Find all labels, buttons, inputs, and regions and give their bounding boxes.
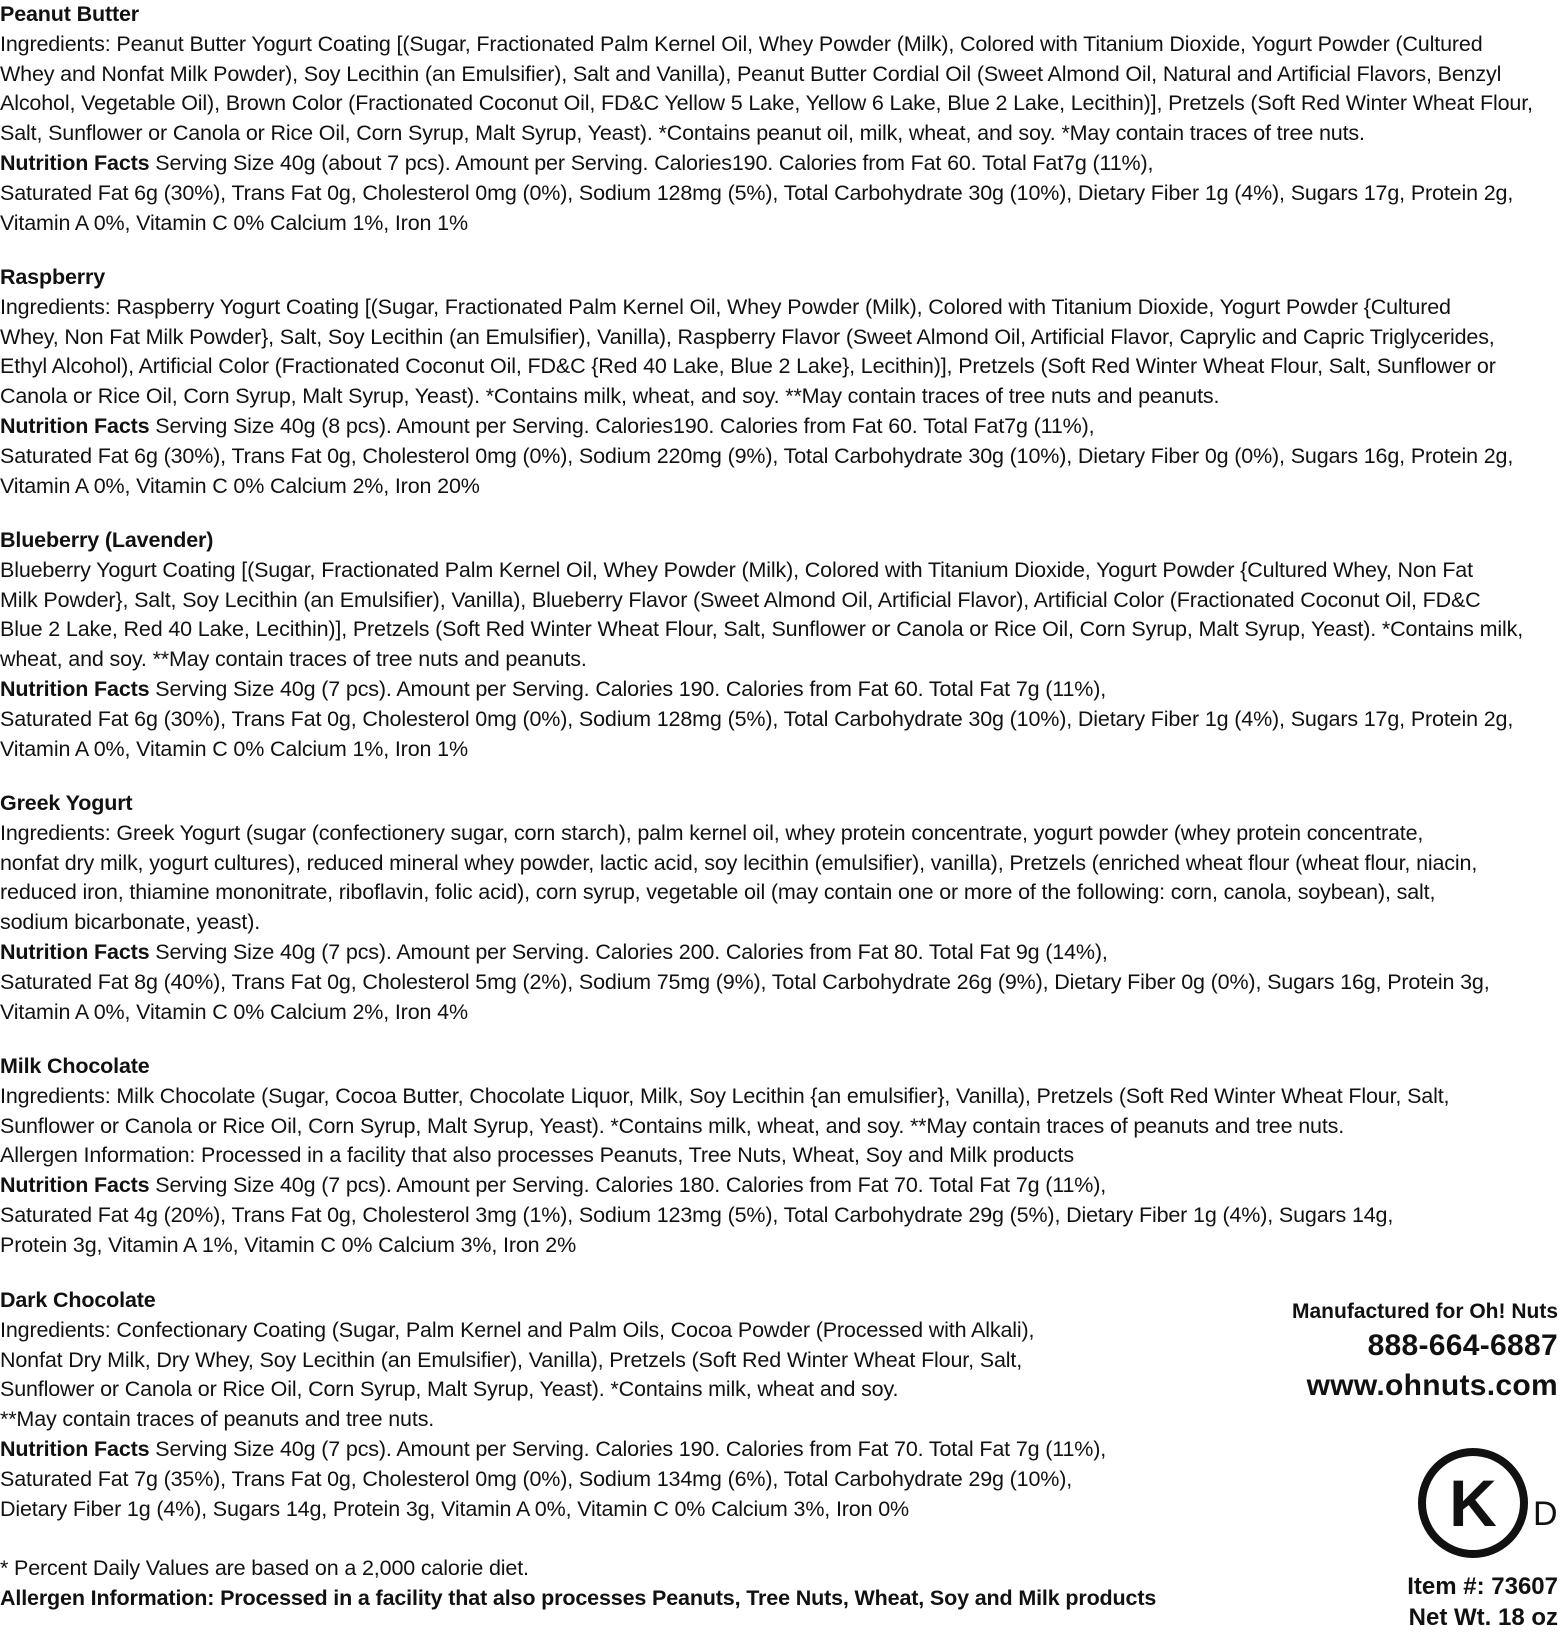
- item-number: Item #: 73607: [1407, 1573, 1558, 1600]
- nutrition-facts-text: Serving Size 40g (7 pcs). Amount per Serving. Calories 180. Calories from Fat 70. Total Fat 7g (11%),: [149, 1173, 1107, 1198]
- nutrition-facts-text: Serving Size 40g (8 pcs). Amount per Serving. Calories190. Calories from Fat 60. Total Fat7g (11%),: [149, 413, 1095, 438]
- nutrition-facts-text: Serving Size 40g (7 pcs). Amount per Serving. Calories 190. Calories from Fat 70. Total Fat 7g (11%),: [149, 1436, 1107, 1461]
- flavor-section-greek-yogurt: [0, 789, 1540, 1027]
- manufacturer-block: [1138, 1298, 1558, 1406]
- flavor-section-blueberry: [0, 526, 1540, 764]
- nutrition-facts-line: [0, 149, 1540, 179]
- nutrition-line: Vitamin A 0%, Vitamin C 0% Calcium 1%, Iron 1%: [0, 210, 468, 235]
- daily-values-note: * Percent Daily Values are based on a 2,000 calorie diet.: [0, 1556, 529, 1580]
- nutrition-facts-label: Nutrition Facts: [0, 1173, 150, 1198]
- flavor-heading: Peanut Butter: [0, 2, 140, 26]
- ingredients-line: Salt, Sunflower or Canola or Rice Oil, Corn Syrup, Malt Syrup, Yeast). *Contains peanut oil, milk, wheat, and soy. *May contain traces of tree nuts.: [0, 121, 1365, 146]
- ingredients-line: Ingredients: Peanut Butter Yogurt Coating [(Sugar, Fractionated Palm Kernel Oil, Whey Powder (Milk), Colored with Titanium Dioxide, Yogurt Powder (Cultured: [0, 31, 1483, 56]
- footer-notes: [0, 1554, 1156, 1614]
- flavor-heading: Greek Yogurt: [0, 791, 133, 815]
- ingredients-line: wheat, and soy. **May contain traces of tree nuts and peanuts.: [0, 647, 587, 672]
- manufacturer-website: www.ohnuts.com: [1306, 1369, 1558, 1402]
- nutrition-facts-line: [0, 1171, 1540, 1201]
- flavor-section-milk-chocolate: [0, 1052, 1540, 1261]
- nutrition-facts-label: Nutrition Facts: [0, 413, 150, 438]
- ingredients-line: reduced iron, thiamine mononitrate, riboflavin, folic acid), corn syrup, vegetable oil (may contain one or more of the following: corn, canola, soybean), salt,: [0, 880, 1436, 905]
- ingredients-line: Nonfat Dry Milk, Dry Whey, Soy Lecithin (an Emulsifier), Vanilla), Pretzels (Soft Red Winter Wheat Flour, Salt,: [0, 1347, 1023, 1372]
- ingredients-line: Ingredients: Confectionary Coating (Sugar, Palm Kernel and Palm Oils, Cocoa Powder (Processed with Alkali),: [0, 1317, 1035, 1342]
- ingredients-line: Whey, Non Fat Milk Powder}, Salt, Soy Lecithin (an Emulsifier), Vanilla), Raspberry Flavor (Sweet Almond Oil, Artificial Flavor, Caprylic and Capric Triglycerides,: [0, 324, 1495, 349]
- nutrition-facts-line: [0, 938, 1540, 968]
- nutrition-facts-label: Nutrition Facts: [0, 676, 150, 701]
- ingredients-line: Milk Powder}, Salt, Soy Lecithin (an Emulsifier), Vanilla), Blueberry Flavor (Sweet Almond Oil, Artificial Flavor), Artificial Color (Fractionated Coconut Oil, FD&C: [0, 587, 1481, 612]
- nutrition-line: Saturated Fat 8g (40%), Trans Fat 0g, Cholesterol 5mg (2%), Sodium 75mg (9%), Total Carbohydrate 26g (9%), Dietary Fiber 0g (0%), Sugars 16g, Protein 3g,: [0, 969, 1490, 994]
- nutrition-facts-text: Serving Size 40g (about 7 pcs). Amount per Serving. Calories190. Calories from Fat 60. Total Fat7g (11%),: [149, 150, 1154, 175]
- allergen-information: Allergen Information: Processed in a facility that also processes Peanuts, Tree Nuts, Wheat, Soy and Milk products: [0, 1585, 1157, 1610]
- ingredients-line: Ingredients: Greek Yogurt (sugar (confectionery sugar, corn starch), palm kernel oil, whey protein concentrate, yogurt powder (whey protein concentrate,: [0, 820, 1424, 845]
- ingredients-line: Ingredients: Milk Chocolate (Sugar, Cocoa Butter, Chocolate Liquor, Milk, Soy Lecithin {an emulsifier}, Vanilla), Pretzels (Soft Red Winter Wheat Flour, Salt,: [0, 1083, 1450, 1108]
- nutrition-line: Saturated Fat 6g (30%), Trans Fat 0g, Cholesterol 0mg (0%), Sodium 128mg (5%), Total Carbohydrate 30g (10%), Dietary Fiber 1g (4%), Sugars 17g, Protein 2g,: [0, 180, 1514, 205]
- ingredients-line: Blue 2 Lake, Red 40 Lake, Lecithin)], Pretzels (Soft Red Winter Wheat Flour, Salt, Sunflower or Canola or Rice Oil, Corn Syrup, Malt Syrup, Yeast). *Contains milk,: [0, 617, 1524, 642]
- kosher-dairy-icon: [1416, 1443, 1566, 1563]
- nutrition-facts-label: Nutrition Facts: [0, 939, 150, 964]
- nutrition-facts-label: Nutrition Facts: [0, 150, 150, 175]
- manufacturer-phone: 888-664-6887: [1367, 1329, 1558, 1362]
- ingredients-line: Whey and Nonfat Milk Powder), Soy Lecithin (an Emulsifier), Salt and Vanilla), Peanut Butter Cordial Oil (Sweet Almond Oil, Natural and Artificial Flavors, Benzyl: [0, 61, 1502, 86]
- nutrition-line: Saturated Fat 6g (30%), Trans Fat 0g, Cholesterol 0mg (0%), Sodium 220mg (9%), Total Carbohydrate 30g (10%), Dietary Fiber 0g (0%), Sugars 16g, Protein 2g,: [0, 443, 1514, 468]
- kosher-letter: K: [1449, 1466, 1497, 1540]
- net-weight: Net Wt. 18 oz: [1408, 1604, 1558, 1631]
- flavor-heading: Dark Chocolate: [0, 1288, 156, 1312]
- ingredients-line: Ethyl Alcohol), Artificial Color (Fractionated Coconut Oil, FD&C {Red 40 Lake, Blue 2 Lake}, Lecithin)], Pretzels (Soft Red Winter Wheat Flour, Salt, Sunflower or: [0, 354, 1496, 379]
- ingredients-line: Blueberry Yogurt Coating [(Sugar, Fractionated Palm Kernel Oil, Whey Powder (Milk), Colored with Titanium Dioxide, Yogurt Powder {Cultured Whey, Non Fat: [0, 557, 1473, 582]
- nutrition-line: Vitamin A 0%, Vitamin C 0% Calcium 2%, Iron 4%: [0, 999, 468, 1024]
- flavor-heading: Milk Chocolate: [0, 1054, 150, 1078]
- ingredients-line: sodium bicarbonate, yeast).: [0, 910, 261, 935]
- ingredients-line: Allergen Information: Processed in a facility that also processes Peanuts, Tree Nuts, Wheat, Soy and Milk products: [0, 1143, 1074, 1168]
- nutrition-facts-line: [0, 1435, 1540, 1465]
- nutrition-line: Saturated Fat 6g (30%), Trans Fat 0g, Cholesterol 0mg (0%), Sodium 128mg (5%), Total Carbohydrate 30g (10%), Dietary Fiber 1g (4%), Sugars 17g, Protein 2g,: [0, 706, 1514, 731]
- flavor-heading: Raspberry: [0, 265, 106, 289]
- ingredients-line: Canola or Rice Oil, Corn Syrup, Malt Syrup, Yeast). *Contains milk, wheat, and soy. **May contain traces of tree nuts and peanuts.: [0, 384, 1220, 409]
- flavor-section-raspberry: [0, 263, 1540, 501]
- flavor-heading: Blueberry (Lavender): [0, 528, 214, 552]
- manufacturer-line: Manufactured for Oh! Nuts: [1292, 1300, 1558, 1323]
- nutrition-line: Protein 3g, Vitamin A 1%, Vitamin C 0% Calcium 3%, Iron 2%: [0, 1232, 577, 1257]
- nutrition-facts-text: Serving Size 40g (7 pcs). Amount per Serving. Calories 200. Calories from Fat 80. Total Fat 9g (14%),: [149, 939, 1108, 964]
- ingredients-line: **May contain traces of peanuts and tree nuts.: [0, 1407, 435, 1432]
- nutrition-facts-label: Nutrition Facts: [0, 1436, 150, 1461]
- nutrition-line: Saturated Fat 4g (20%), Trans Fat 0g, Cholesterol 3mg (1%), Sodium 123mg (5%), Total Carbohydrate 29g (5%), Dietary Fiber 1g (4%), Sugars 14g,: [0, 1202, 1394, 1227]
- flavor-section-peanut-butter: [0, 0, 1540, 238]
- ingredients-line: Ingredients: Raspberry Yogurt Coating [(Sugar, Fractionated Palm Kernel Oil, Whey Powder (Milk), Colored with Titanium Dioxide, Yogurt Powder {Cultured: [0, 294, 1451, 319]
- nutrition-line: Vitamin A 0%, Vitamin C 0% Calcium 2%, Iron 20%: [0, 473, 480, 498]
- ingredients-line: Sunflower or Canola or Rice Oil, Corn Syrup, Malt Syrup, Yeast). *Contains milk, wheat, and soy. **May contain traces of peanuts and tree nuts.: [0, 1113, 1345, 1138]
- nutrition-facts-line: [0, 412, 1540, 442]
- item-block: [1407, 1571, 1558, 1633]
- ingredients-line: Sunflower or Canola or Rice Oil, Corn Syrup, Malt Syrup, Yeast). *Contains milk, wheat and soy.: [0, 1377, 899, 1402]
- nutrition-line: Vitamin A 0%, Vitamin C 0% Calcium 1%, Iron 1%: [0, 736, 468, 761]
- ingredients-line: nonfat dry milk, yogurt cultures), reduced mineral whey powder, lactic acid, soy lecithin (emulsifier), vanilla), Pretzels (enriched wheat flour (wheat flour, niacin,: [0, 850, 1478, 875]
- nutrition-line: Saturated Fat 7g (35%), Trans Fat 0g, Cholesterol 0mg (0%), Sodium 134mg (6%), Total Carbohydrate 29g (10%),: [0, 1466, 1073, 1491]
- nutrition-facts-text: Serving Size 40g (7 pcs). Amount per Serving. Calories 190. Calories from Fat 60. Total Fat 7g (11%),: [149, 676, 1107, 701]
- nutrition-facts-line: [0, 675, 1540, 705]
- kosher-dairy-suffix: D: [1533, 1495, 1558, 1533]
- ingredients-line: Alcohol, Vegetable Oil), Brown Color (Fractionated Coconut Oil, FD&C Yellow 5 Lake, Yellow 6 Lake, Blue 2 Lake, Lecithin)], Pretzels (Soft Red Winter Wheat Flour,: [0, 91, 1533, 116]
- nutrition-line: Dietary Fiber 1g (4%), Sugars 14g, Protein 3g, Vitamin A 0%, Vitamin C 0% Calcium 3%, Iron 0%: [0, 1496, 909, 1521]
